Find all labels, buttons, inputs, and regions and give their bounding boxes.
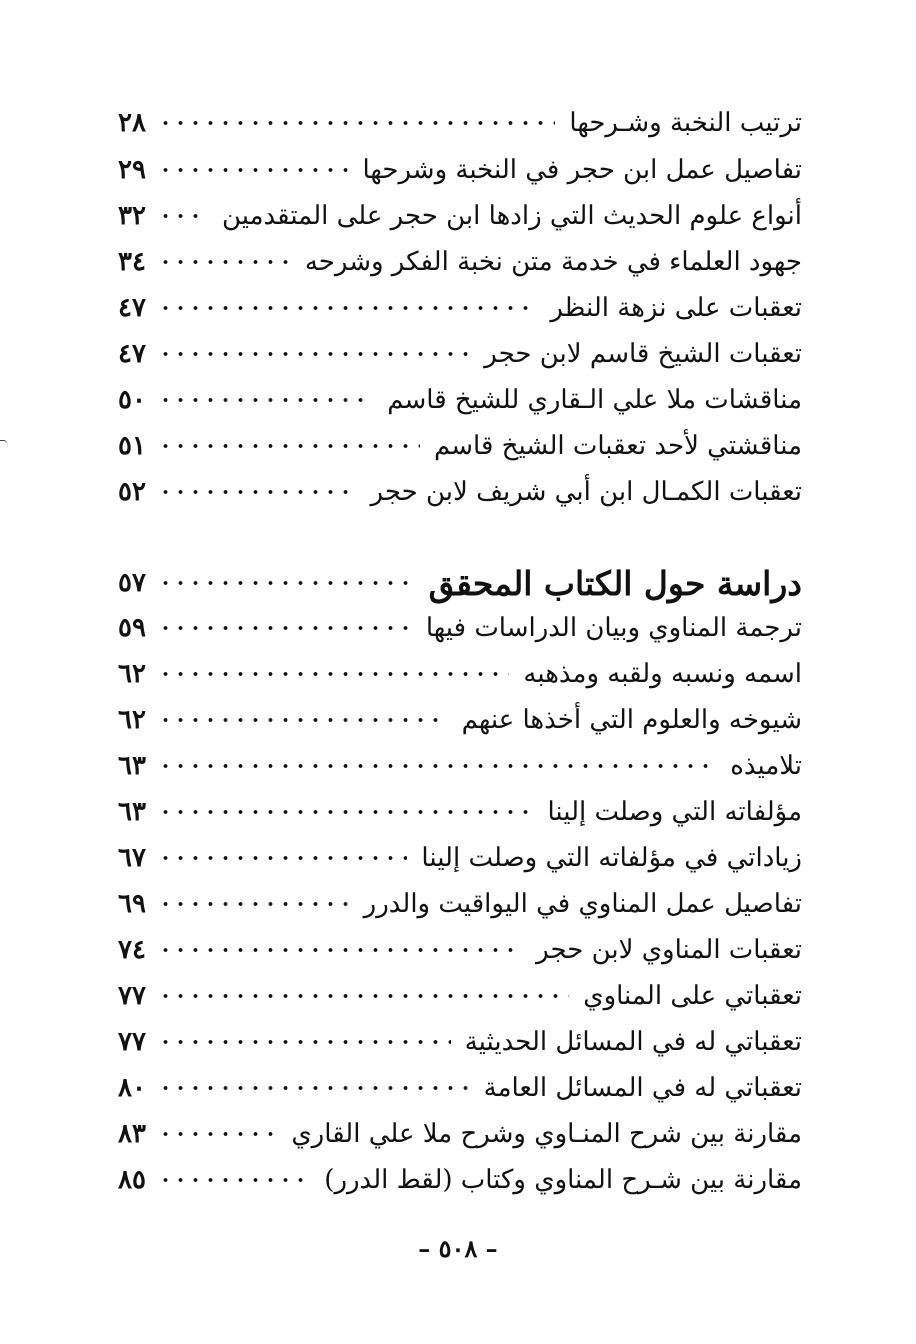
toc-entry <box>112 378 802 422</box>
leader-dots <box>158 116 555 130</box>
leader-dots <box>158 1035 451 1049</box>
toc-entry-page: ٧٤ <box>118 935 146 965</box>
toc-entry-title: تعقباتي على المناوي <box>583 981 802 1011</box>
leader-dots <box>158 1081 470 1095</box>
leader-dots <box>158 209 208 223</box>
toc-entry <box>112 974 802 1018</box>
leader-dots <box>158 576 415 590</box>
toc-entry-title: مقارنة بين شـرح المناوي وكتاب (لقط الدرر) <box>324 1165 802 1195</box>
toc-entry <box>112 882 802 926</box>
leader-dots <box>158 255 291 269</box>
toc-entry-page: ٢٩ <box>118 155 146 185</box>
toc-entry-page: ٦٢ <box>118 705 146 735</box>
leader-dots <box>158 439 420 453</box>
toc-entry <box>112 101 802 145</box>
toc-entry-title: شيوخه والعلوم التي أخذها عنهم <box>461 705 802 735</box>
toc-entry-page: ٦٩ <box>118 889 146 919</box>
toc-entry-title: جهود العلماء في خدمة متن نخبة الفكر وشرحه <box>304 247 802 277</box>
leader-dots <box>158 897 350 911</box>
toc-entry-title: مناقشتي لأحد تعقبات الشيخ قاسم <box>433 431 802 461</box>
toc-entry-page: ٥٩ <box>118 613 146 643</box>
toc-entry-page: ٥٠ <box>118 385 146 415</box>
toc-entry-title: اسمه ونسبه ولقبه ومذهبه <box>523 659 802 689</box>
toc-entry <box>112 744 802 788</box>
toc-entry-title: تعقبات الكمـال ابن أبي شريف لابن حجر <box>370 477 802 507</box>
toc-entry-page: ٧٧ <box>118 981 146 1011</box>
toc-entry-title: ترتيب النخبة وشـرحها <box>569 108 802 138</box>
leader-dots <box>158 989 569 1003</box>
toc-entry-page: ٦٣ <box>118 797 146 827</box>
toc-entry <box>112 1020 802 1064</box>
toc-entry <box>112 652 802 696</box>
toc-entry <box>112 286 802 330</box>
toc-entry <box>112 470 802 514</box>
leader-dots <box>158 805 533 819</box>
toc-entry-page: ٨٣ <box>118 1119 146 1149</box>
section-heading-page: ٥٧ <box>118 568 146 598</box>
toc-entry-title: أنواع علوم الحديث التي زادها ابن حجر على المتقدمين <box>221 201 802 231</box>
leader-dots <box>158 347 470 361</box>
section-heading-title: دراسة حول الكتاب المحقق <box>428 563 802 603</box>
toc-entry <box>112 1158 802 1202</box>
toc-entry-title: تفاصيل عمل المناوي في اليواقيت والدرر <box>363 889 802 919</box>
leader-dots <box>158 667 509 681</box>
toc-entry-page: ٦٧ <box>118 843 146 873</box>
toc-entry <box>112 928 802 972</box>
leader-dots <box>158 1173 310 1187</box>
toc-entry <box>112 194 802 238</box>
toc-entry <box>112 698 802 742</box>
leader-dots <box>158 851 407 865</box>
margin-mark <box>0 440 8 455</box>
toc-entry-page: ٨٥ <box>118 1165 146 1195</box>
toc-entry-page: ٥١ <box>118 431 146 461</box>
leader-dots <box>158 759 716 773</box>
toc-entry <box>112 606 802 650</box>
toc-entry-page: ٨٠ <box>118 1073 146 1103</box>
toc-entry <box>112 240 802 284</box>
toc-entry-page: ٣٤ <box>118 247 146 277</box>
leader-dots <box>158 713 448 727</box>
toc-entry-title: تعقبات الشيخ قاسم لابن حجر <box>484 339 802 369</box>
leader-dots <box>158 485 357 499</box>
toc-entry-title: تفاصيل عمل ابن حجر في النخبة وشرحها <box>362 155 802 185</box>
toc-entry-page: ٥٢ <box>118 477 146 507</box>
toc-entry-page: ٤٧ <box>118 293 146 323</box>
leader-dots <box>158 393 373 407</box>
toc-entry-page: ٦٢ <box>118 659 146 689</box>
toc-entry-page: ٤٧ <box>118 339 146 369</box>
toc-entry-title: مناقشات ملا علي الـقاري للشيخ قاسم <box>387 385 802 415</box>
leader-dots <box>158 621 412 635</box>
section-heading <box>112 558 802 608</box>
toc-entry-title: مقارنة بين شرح المنـاوي وشرح ملا علي القاري <box>291 1119 802 1149</box>
leader-dots <box>158 301 536 315</box>
toc-entry-title: مؤلفاته التي وصلت إلينا <box>547 797 802 827</box>
toc-entry-title: تعقباتي له في المسائل الحديثية <box>464 1027 802 1057</box>
toc-entry-page: ٧٧ <box>118 1027 146 1057</box>
toc-entry-page: ٦٣ <box>118 751 146 781</box>
toc-entry <box>112 1066 802 1110</box>
toc-entry-title: تعقبات على نزهة النظر <box>550 293 802 323</box>
leader-dots <box>158 163 348 177</box>
toc-entry-title: زياداتي في مؤلفاته التي وصلت إلينا <box>421 843 802 873</box>
toc-entry-page: ٢٨ <box>118 108 146 138</box>
toc-entry-title: ترجمة المناوي وبيان الدراسات فيها <box>425 613 802 643</box>
toc-entry <box>112 1112 802 1156</box>
toc-entry <box>112 424 802 468</box>
page-number-footer: – ٥٠٨ – <box>418 1234 498 1263</box>
toc-entry <box>112 790 802 834</box>
toc-entry-title: تعقبات المناوي لابن حجر <box>536 935 802 965</box>
leader-dots <box>158 1127 277 1141</box>
toc-entry <box>112 148 802 192</box>
leader-dots <box>158 943 522 957</box>
toc-entry-page: ٣٢ <box>118 201 146 231</box>
toc-entry <box>112 836 802 880</box>
toc-entry-title: تلاميذه <box>730 751 802 781</box>
toc-entry-title: تعقباتي له في المسائل العامة <box>483 1073 802 1103</box>
toc-entry <box>112 332 802 376</box>
